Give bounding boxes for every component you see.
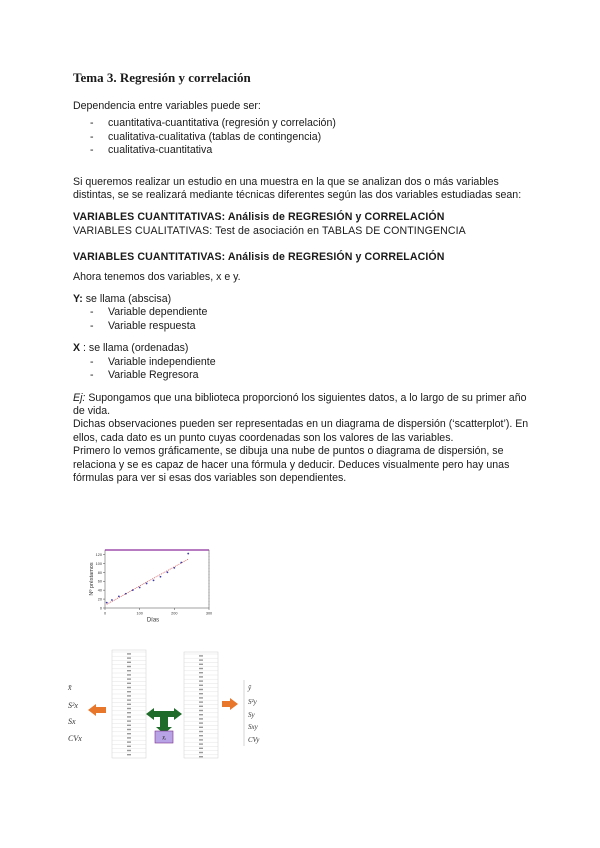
table-cell: [127, 712, 131, 713]
list-item: - cualitativa-cualitativa (tablas de contingencia): [73, 131, 533, 144]
x-tick-label: 0: [103, 611, 107, 616]
data-point: [173, 567, 175, 569]
table-cell: [127, 750, 131, 751]
table-cell: [199, 727, 203, 728]
y-tick-label: 0: [99, 606, 102, 611]
plot-area: [105, 550, 209, 608]
svg-text:x̄ᵢ: x̄ᵢ: [162, 735, 166, 742]
data-point: [125, 593, 127, 595]
table-cell: [127, 678, 131, 679]
table-cell: [199, 655, 203, 656]
left-symbol: CVx: [68, 734, 82, 743]
right-symbol: Sxy: [248, 723, 258, 731]
orange-arrow-left-icon: [88, 704, 106, 716]
right-data-table: [184, 652, 218, 758]
data-point: [132, 589, 134, 591]
table-cell: [199, 756, 203, 757]
table-cell: [199, 664, 203, 665]
quant-heading-2: VARIABLES CUANTITATIVAS: Análisis de REGRESIÓN y CORRELACIÓN: [73, 251, 445, 264]
table-cell: [199, 731, 203, 732]
table-cell: [199, 680, 203, 681]
y-tick-label: 100: [95, 561, 102, 566]
data-point: [118, 596, 120, 598]
table-cell: [127, 670, 131, 671]
x-desc: : se llama (ordenadas): [80, 342, 189, 355]
data-point: [111, 599, 113, 601]
x-items-list: [73, 356, 533, 383]
y-variable-line: [73, 293, 533, 306]
example-text: Supongamos que una biblioteca proporcionó los siguientes datos, a lo largo de su primer año de vida.: [73, 391, 527, 417]
statistics-diagram: [66, 646, 278, 761]
table-cell: [127, 725, 131, 726]
table-cell: [199, 659, 203, 660]
table-cell: [127, 695, 131, 696]
right-symbol: S²y: [248, 698, 257, 706]
x-axis-label: Días: [146, 617, 160, 624]
table-cell: [199, 710, 203, 711]
y-tick-label: 20: [97, 597, 102, 602]
right-symbol: Sy: [248, 711, 255, 719]
orange-arrow-right-icon: [222, 698, 238, 710]
y-axis-label: Nº préstamos: [89, 562, 95, 596]
table-cell: [127, 699, 131, 700]
data-point: [180, 562, 182, 564]
y-label: Y:: [73, 293, 83, 306]
left-data-table: [112, 650, 146, 758]
y-desc: se llama (abscisa): [82, 293, 172, 306]
table-cell: [127, 662, 131, 663]
data-point: [153, 579, 155, 581]
table-cell: [127, 687, 131, 688]
quant-heading: VARIABLES CUANTITATIVAS: Análisis de REGRESIÓN y CORRELACIÓN: [73, 211, 445, 224]
y-tick-label: 60: [97, 579, 102, 584]
table-cell: [199, 752, 203, 753]
table-cell: [127, 729, 131, 730]
table-cell: [199, 693, 203, 694]
table-cell: [127, 746, 131, 747]
table-cell: [199, 722, 203, 723]
table-cell: [199, 706, 203, 707]
data-point: [106, 602, 108, 604]
table-cell: [127, 666, 131, 667]
x-label: X: [73, 342, 81, 355]
qual-line: VARIABLES CUALITATIVAS: Test de asociación en TABLAS DE CONTINGENCIA: [73, 224, 466, 237]
x-tick-label: 200: [171, 611, 178, 616]
right-symbol: CVy: [248, 736, 260, 744]
list-item: - Variable independiente: [73, 356, 533, 369]
document-page: [73, 70, 533, 485]
left-symbol: Sx: [68, 717, 76, 726]
y-tick-label: 80: [97, 570, 102, 575]
scatter-paragraph: Dichas observaciones pueden ser representadas en un diagrama de dispersión (‘scatterplot’). En ellos, cada dato es un punto cuyas coordenadas son los valores de las variables.: [73, 418, 529, 444]
table-cell: [127, 691, 131, 692]
list-item: - Variable respuesta: [73, 320, 533, 333]
list-item: - cualitativa-cuantitativa: [73, 144, 533, 157]
table-cell: [199, 718, 203, 719]
x-variable-line: [73, 342, 533, 355]
table-cell: [127, 733, 131, 734]
table-cell: [199, 672, 203, 673]
table-cell: [199, 685, 203, 686]
table-cell: [127, 754, 131, 755]
x-tick-label: 100: [136, 611, 143, 616]
x-tick-label: 300: [205, 611, 213, 616]
table-cell: [127, 674, 131, 675]
table-cell: [199, 739, 203, 740]
scatter-chart: [75, 546, 215, 631]
table-cell: [127, 653, 131, 654]
table-cell: [127, 704, 131, 705]
data-point: [187, 553, 189, 555]
table-cell: [199, 697, 203, 698]
table-cell: [127, 657, 131, 658]
left-symbol: S²x: [68, 701, 78, 710]
green-arrows-icon: [146, 708, 182, 734]
example-paragraph: [73, 392, 533, 419]
two-vars-text: Ahora tenemos dos variables, x e y.: [73, 270, 241, 283]
y-tick-label: 40: [97, 588, 102, 593]
data-point: [167, 571, 169, 573]
example-label: Ej:: [73, 391, 86, 404]
data-point: [139, 587, 141, 589]
table-cell: [127, 737, 131, 738]
dependency-list: [73, 117, 533, 157]
y-items-list: [73, 306, 533, 333]
table-cell: [127, 741, 131, 742]
table-cell: [199, 748, 203, 749]
intro-text: Dependencia entre variables puede ser:: [73, 100, 261, 112]
list-item: - cuantitativa-cuantitativa (regresión y correlación): [73, 117, 533, 130]
y-tick-label: 120: [95, 552, 102, 557]
table-cell: [199, 743, 203, 744]
left-symbol: x̄: [68, 683, 72, 692]
data-point: [146, 583, 148, 585]
table-cell: [199, 668, 203, 669]
list-item: - Variable dependiente: [73, 306, 533, 319]
document-title: Tema 3. Regresión y correlación: [73, 70, 251, 85]
table-cell: [199, 701, 203, 702]
table-cell: [199, 676, 203, 677]
table-cell: [127, 683, 131, 684]
table-cell: [127, 716, 131, 717]
graphic-paragraph: Primero lo vemos gráficamente, se dibuja una nube de puntos o diagrama de dispersión, se relaciona y se es capaz de hacer una fórmula y deducir. Deduces visualmente pero hay unas fórmulas para ver si esas dos variables son dependientes.: [73, 445, 510, 484]
table-cell: [127, 708, 131, 709]
table-cell: [199, 714, 203, 715]
list-item: - Variable Regresora: [73, 369, 533, 382]
study-paragraph: Si queremos realizar un estudio en una muestra en la que se analizan dos o más variables distintas, se se realizará mediante técnicas diferentes según las dos variables estudiadas sean:: [73, 175, 522, 202]
data-point: [160, 576, 162, 578]
table-cell: [199, 689, 203, 690]
table-cell: [127, 720, 131, 721]
table-cell: [199, 735, 203, 736]
right-symbol: ȳ: [248, 684, 252, 692]
